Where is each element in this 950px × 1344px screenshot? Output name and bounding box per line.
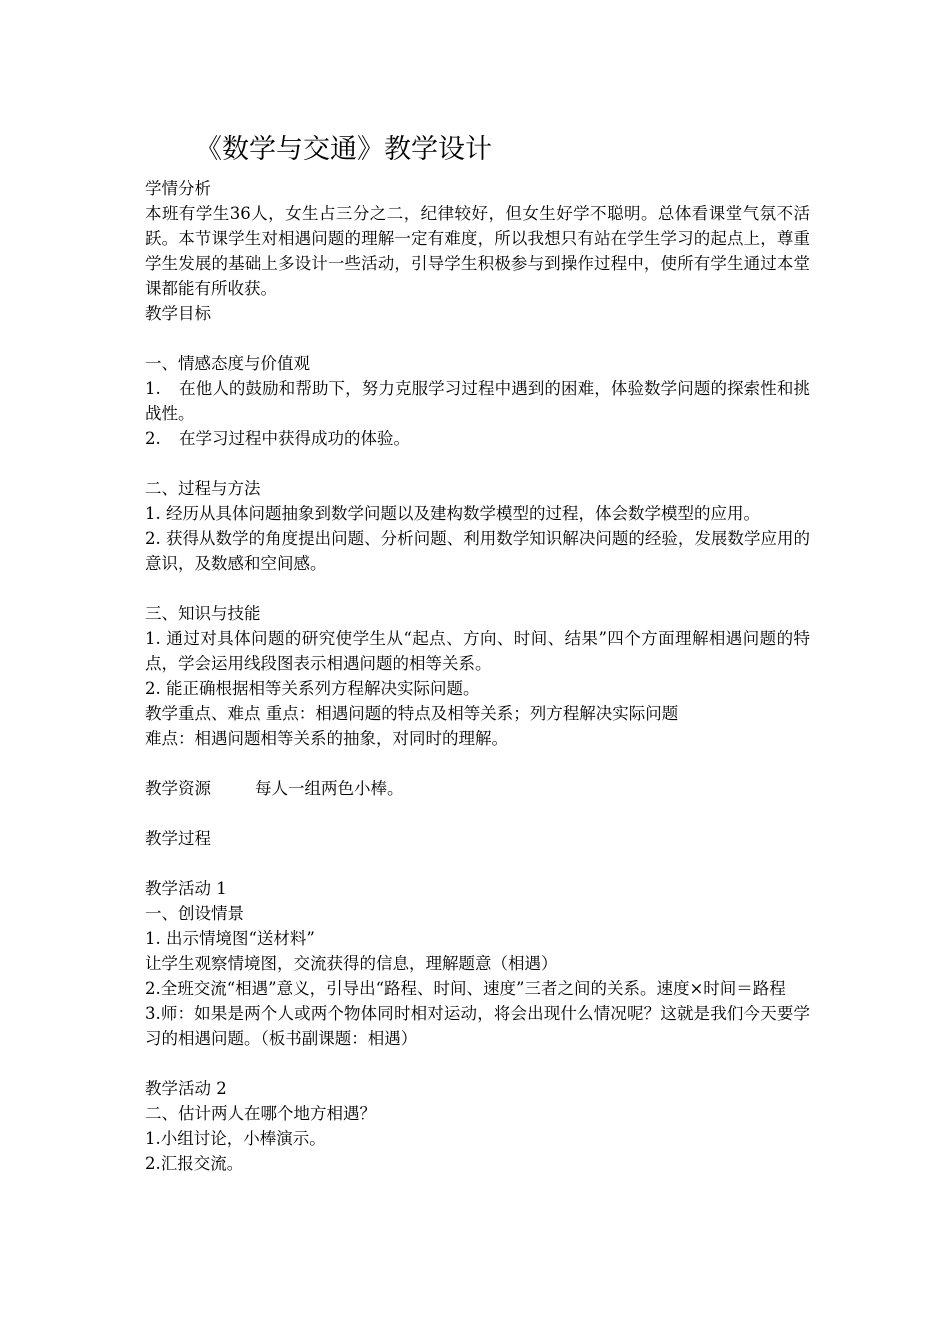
blank-line [145,1051,810,1076]
document-page [145,130,810,1176]
activity1-heading: 教学活动 1 [145,879,227,898]
activity2-line-1: 1.小组讨论，小棒演示。 [145,1129,326,1148]
goals-section3-item-1: 1. 通过对具体问题的研究使学生从“起点、方向、时间、结果”四个方面理解相遇问题的特点，学会运用线段图表示相遇问题的相等关系。 [145,629,810,673]
blank-line [145,451,810,476]
item-text: 在他人的鼓励和帮助下，努力克服学习过程中遇到的困难，体验数学问题的探索性和挑战性。 [145,379,810,423]
activity1-line-3: 2.全班交流“相遇”意义，引导出“路程、时间、速度”三者之间的关系。速度×时间＝路程 [145,979,786,998]
resources-label: 教学资源 [145,779,211,798]
section-heading-goals: 教学目标 [145,304,211,323]
blank-line [145,801,810,826]
keypoints-line: 教学重点、难点 重点：相遇问题的特点及相等关系；列方程解决实际问题 [145,704,679,723]
difficulty-line: 难点：相遇问题相等关系的抽象，对同时的理解。 [145,729,508,748]
activity1-line-1: 1. 出示情境图“送材料” [145,929,315,948]
goals-section2-item-2: 2. 获得从数学的角度提出问题、分析问题、利用数学知识解决问题的经验，发展数学应用的意识，及数感和空间感。 [145,529,810,573]
goals-section2-item-1: 1. 经历从具体问题抽象到数学问题以及建构数学模型的过程，体会数学模型的应用。 [145,504,760,523]
activity2-subheading: 二、估计两人在哪个地方相遇？ [145,1104,376,1123]
blank-line [145,326,810,351]
goals-section2-heading: 二、过程与方法 [145,479,261,498]
activity1-subheading: 一、创设情景 [145,904,244,923]
item-number: 2. [145,429,161,448]
goals-section1-item-2 [145,426,810,451]
goals-section3-item-2: 2. 能正确根据相等关系列方程解决实际问题。 [145,679,480,698]
document-title: 《数学与交通》教学设计 [195,134,492,165]
item-number: 1. [145,379,161,398]
goals-section1-item-1 [145,376,810,426]
resources-value: 每人一组两色小棒。 [255,779,404,798]
goals-section1-heading: 一、情感态度与价值观 [145,354,310,373]
item-text: 在学习过程中获得成功的体验。 [179,429,410,448]
xueqing-paragraph: 本班有学生36人，女生占三分之二，纪律较好，但女生好学不聪明。总体看课堂气氛不活跃。本节课学生对相遇问题的理解一定有难度，所以我想只有站在学生学习的起点上，尊重学生发展的基础上多设计一些活动，引导学生积极参与到操作过程中，使所有学生通过本堂课都能有所收获。 [145,204,810,298]
activity1-line-4: 3.师：如果是两个人或两个物体同时相对运动，将会出现什么情况呢？这就是我们今天要学习的相遇问题。（板书副课题：相遇） [145,1004,810,1048]
activity2-line-2: 2.汇报交流。 [145,1154,244,1173]
blank-line [145,751,810,776]
section-heading-xueqing: 学情分析 [145,179,211,198]
goals-section3-heading: 三、知识与技能 [145,604,261,623]
blank-line [145,576,810,601]
activity1-line-2: 让学生观察情境图，交流获得的信息，理解题意（相遇） [145,954,558,973]
process-heading: 教学过程 [145,829,211,848]
blank-line [145,851,810,876]
activity2-heading: 教学活动 2 [145,1079,227,1098]
resources-line [145,776,810,801]
